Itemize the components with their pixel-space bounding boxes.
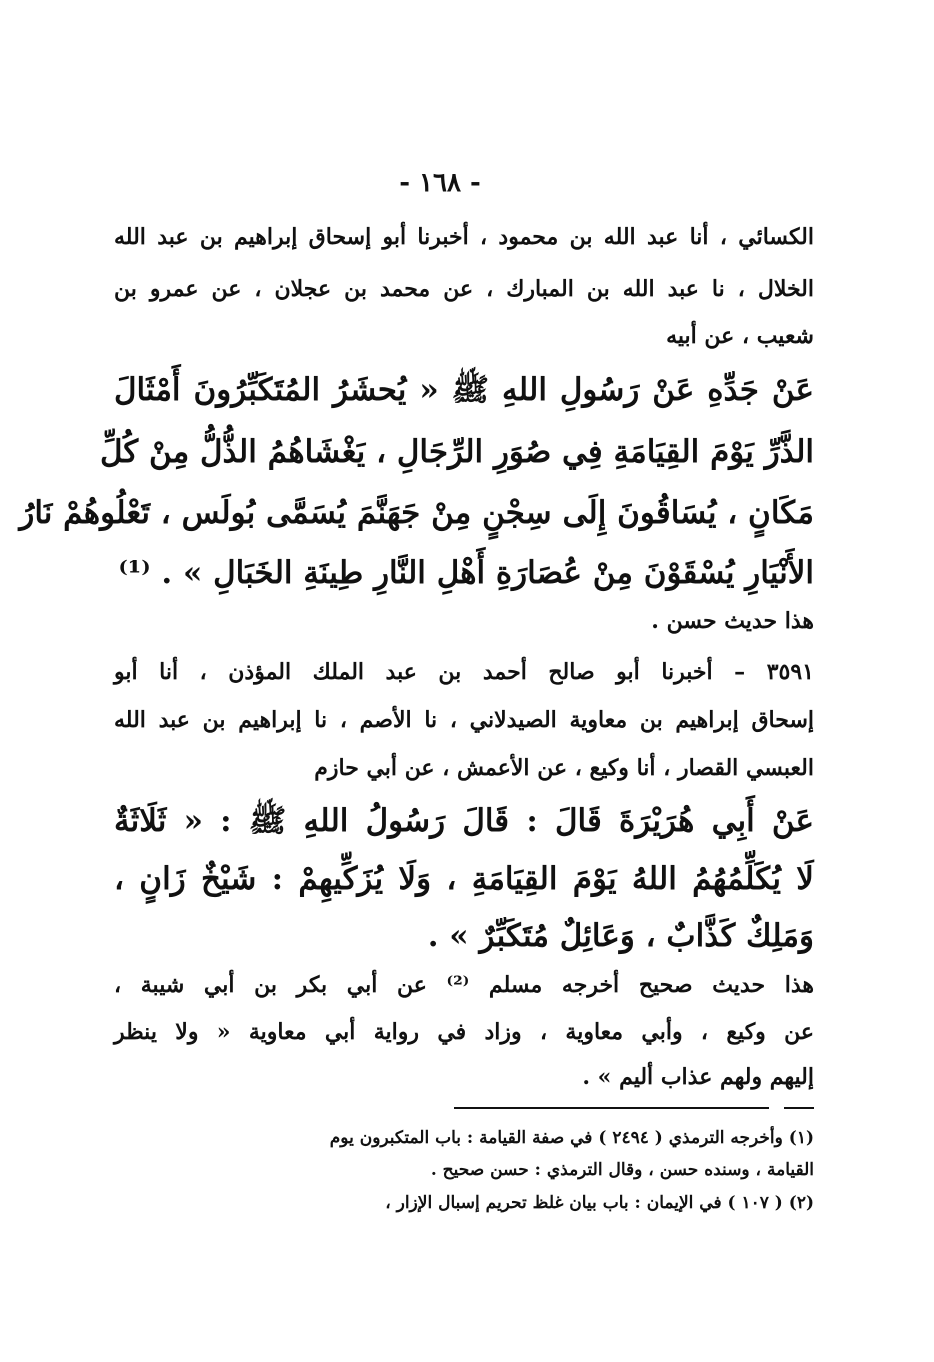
text-line: شعيب ، عن أبيه	[666, 323, 814, 349]
footnote-separator-stub	[784, 1107, 814, 1109]
text-line: ٣٥٩١ – أخبرنا أبو صالح أحمد بن عبد الملك المؤذن ، أنا أبو	[114, 659, 814, 685]
hadith-text-line: لَا يُكَلِّمُهُمُ اللهُ يَوْمَ القِيَامَةِ ، وَلَا يُزَكِّيهِمْ : شَيْخٌ زَانٍ ،	[114, 861, 814, 897]
text-line: عن وكيع ، وأبي معاوية ، وزاد في رواية أبي معاوية « ولا ينظر	[114, 1019, 814, 1045]
footnote-line: القيامة ، وسنده حسن ، وقال الترمذي : حسن صحيح .	[430, 1160, 814, 1180]
grading-line: هذا حديث حسن .	[651, 608, 814, 634]
footnote-separator	[454, 1107, 769, 1109]
text-line: العبسي القصار ، أنا وكيع ، عن الأعمش ، عن أبي حازم	[314, 755, 814, 781]
text-line: إسحاق إبراهيم بن معاوية الصيدلاني ، نا الأصم ، نا إبراهيم بن عبد الله	[114, 707, 814, 733]
hadith-text-line: عَنْ جَدِّهِ عَنْ رَسُولِ اللهِ ﷺ « يُحشَرُ المُتَكَبِّرُونَ أَمْثَالَ	[114, 372, 814, 408]
hadith-text-line: الذَّرِّ يَوْمَ القِيَامَةِ فِي صُوَرِ الرِّجَالِ ، يَغْشَاهُمُ الذُّلُّ مِنْ كُلِّ	[99, 434, 814, 470]
text-line: الكسائي ، أنا عبد الله بن محمود ، أخبرنا أبو إسحاق إبراهيم بن عبد الله	[114, 224, 814, 250]
hadith-text-line: الأَنْيَارِ يُسْقَوْنَ مِنْ عُصَارَةِ أَهْلِ النَّارِ طِينَةِ الخَبَالِ » . ⁽¹⁾	[118, 555, 814, 591]
footnote-line: (٢) ( ١٠٧ ) في الإيمان : باب بيان غلظ تحريم إسبال الإزار ،	[385, 1193, 814, 1213]
hadith-text-line: مَكَانٍ ، يُسَاقُونَ إِلَى سِجْنٍ مِنْ جَهَنَّمَ يُسَمَّى بُولَس ، تَعْلُوهُمْ نَارُ	[19, 495, 814, 531]
footnote-line: (١) وأخرجه الترمذي ( ٢٤٩٤ ) في صفة القيامة : باب المتكبرون يوم	[329, 1128, 814, 1148]
hadith-text-line: عَنْ أَبِي هُرَيْرَةَ قَالَ : قَالَ رَسُولُ اللهِ ﷺ : « ثَلَاثَةٌ	[114, 803, 814, 839]
text-line: الخلال ، نا عبد الله بن المبارك ، عن محمد بن عجلان ، عن عمرو بن	[114, 276, 814, 302]
page-number: - ١٦٨ -	[399, 168, 481, 198]
text-line: هذا حديث صحيح أخرجه مسلم ⁽²⁾ عن أبي بكر بن أبي شيبة ،	[114, 972, 814, 998]
text-line: إليهم ولهم عذاب أليم » .	[582, 1064, 814, 1090]
hadith-text-line: وَمَلِكٌ كَذَّابٌ ، وَعَائِلٌ مُتَكَبِّرٌ » .	[427, 918, 814, 954]
